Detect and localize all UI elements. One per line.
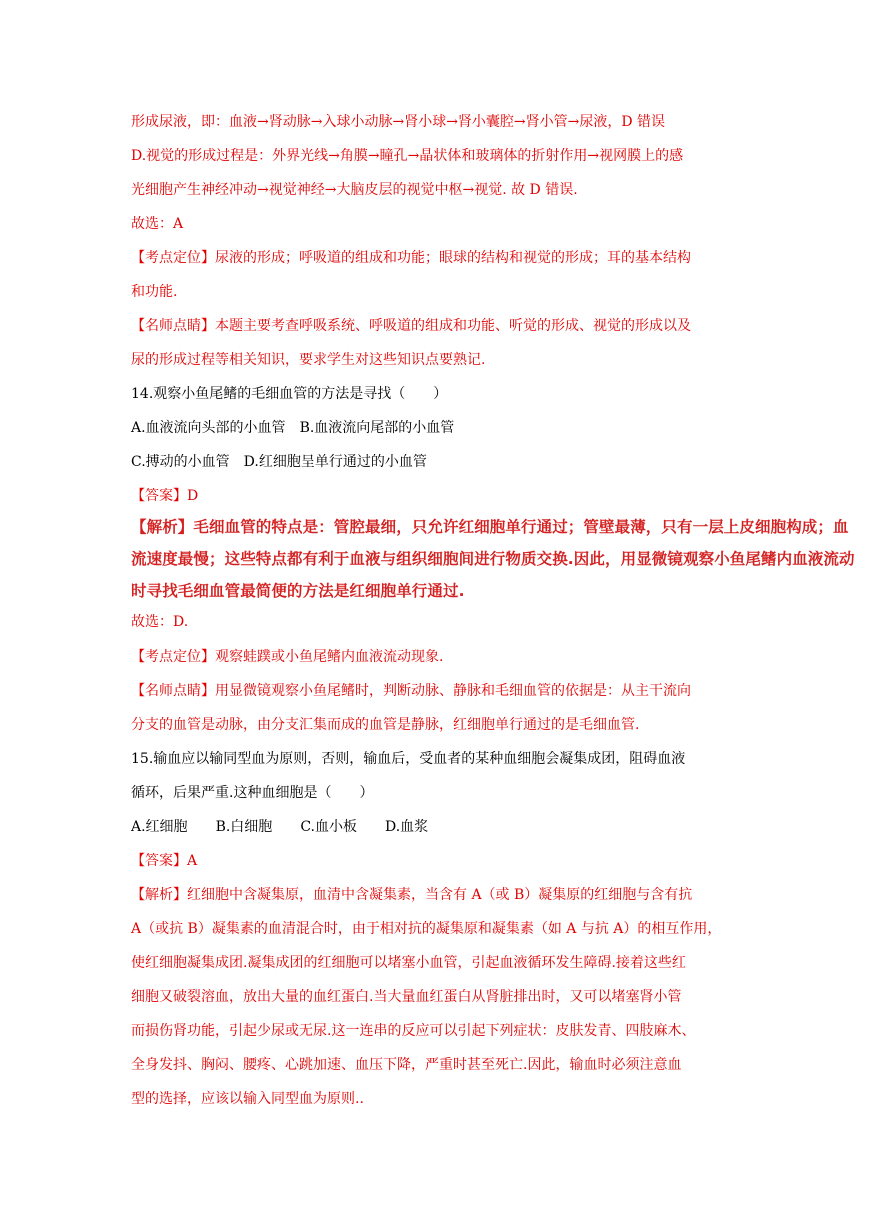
q14-options-row-2 <box>131 452 427 472</box>
q15-option-d: D.血浆 <box>384 819 429 835</box>
kaodian-tag: 【考点定位】 <box>131 649 215 665</box>
prev-mingshi-line-1 <box>131 316 691 336</box>
mingshi-tag: 【名师点睛】 <box>131 683 215 699</box>
q14-option-a: A.血液流向头部的小血管 <box>131 420 286 436</box>
q15-analysis-line-1 <box>131 885 692 905</box>
q15-analysis-line-2: A（或抗 B）凝集素的血清混合时，由于相对抗的凝集原和凝集素（如 A 与抗 A）的相互作用， <box>131 921 722 937</box>
q14-answer <box>131 486 198 506</box>
q15-answer <box>131 851 197 871</box>
mingshi-text: 本题主要考查呼吸系统、呼吸道的组成和功能、听觉的形成、视觉的形成以及 <box>215 318 691 334</box>
mingshi-text: 用显微镜观察小鱼尾鳍时，判断动脉、静脉和毛细血管的依据是：从主干流向 <box>215 683 691 699</box>
q14-choose: 故选：D. <box>131 614 189 630</box>
answer-value: A <box>187 853 198 869</box>
q14-kaodian <box>131 647 443 667</box>
jiexi-text: 毛细血管的特点是：管腔最细，只允许红细胞单行通过；管壁最薄，只有一层上皮细胞构成；血 <box>193 518 849 536</box>
q15-option-b: B.白细胞 <box>215 819 273 835</box>
prev-analysis-line-3: 光细胞产生神经冲动→视觉神经→大脑皮层的视觉中枢→视觉. 故 D 错误. <box>131 182 578 198</box>
q15-analysis-line-6: 全身发抖、胸闷、腰疼、心跳加速、血压下降，严重时甚至死亡.因此，输血时必须注意血 <box>131 1057 682 1073</box>
answer-value: D <box>187 488 199 504</box>
jiexi-tag: 【解析】 <box>131 518 194 536</box>
jiexi-tag: 【解析】 <box>131 887 187 903</box>
q14-analysis-line-3: 时寻找毛细血管最简便的方法是红细胞单行通过. <box>131 582 465 600</box>
kaodian-tag: 【考点定位】 <box>131 250 215 266</box>
kaodian-text: 观察蛙蹼或小鱼尾鳍内血液流动现象. <box>215 649 444 665</box>
prev-choose: 故选：A <box>131 216 184 232</box>
q15-analysis-line-5: 而损伤肾功能，引起少尿或无尿.这一连串的反应可以引起下列症状：皮肤发青、四肢麻木、 <box>131 1023 696 1039</box>
q14-mingshi-line-1 <box>131 681 691 701</box>
prev-analysis-line-1: 形成尿液，即：血液→肾动脉→入球小动脉→肾小球→肾小囊腔→肾小管→尿液，D 错误 <box>131 114 666 130</box>
answer-tag: 【答案】 <box>131 853 187 869</box>
q15-option-a: A.红细胞 <box>131 819 188 835</box>
q14-option-c: C.搏动的小血管 <box>131 454 230 470</box>
q15-options <box>131 817 428 837</box>
q14-options-row-1 <box>131 418 454 438</box>
q14-analysis-line-1 <box>131 517 849 537</box>
q15-option-c: C.血小板 <box>300 819 357 835</box>
prev-kaodian-line-1 <box>131 248 691 268</box>
prev-kaodian-line-2: 和功能. <box>131 284 178 300</box>
q15-analysis-line-4: 细胞又破裂溶血，放出大量的血红蛋白.当大量血红蛋白从肾脏排出时，又可以堵塞肾小管 <box>131 989 682 1005</box>
q15-analysis-line-7: 型的选择，应该以输入同型血为原则.. <box>131 1091 364 1107</box>
kaodian-text: 尿液的形成；呼吸道的组成和功能；眼球的结构和视觉的形成；耳的基本结构 <box>215 250 691 266</box>
q14-option-d: D.红细胞呈单行通过的小血管 <box>243 454 427 470</box>
jiexi-text: 红细胞中含凝集原，血清中含凝集素，当含有 A（或 B）凝集原的红细胞与含有抗 <box>187 887 693 903</box>
q14-option-b: B.血液流向尾部的小血管 <box>299 420 455 436</box>
q14-mingshi-line-2: 分支的血管是动脉，由分支汇集而成的血管是静脉，红细胞单行通过的是毛细血管. <box>131 717 640 733</box>
q15-stem-line-2: 循环，后果严重.这种血细胞是（ ） <box>131 785 374 801</box>
q15-stem-line-1: 15.输血应以输同型血为原则，否则，输血后，受血者的某种血细胞会凝集成团，阻碍血液 <box>131 751 686 767</box>
prev-mingshi-line-2: 尿的形成过程等相关知识，要求学生对这些知识点要熟记. <box>131 352 486 368</box>
q14-analysis-line-2: 流速度最慢；这些特点都有利于血液与组织细胞间进行物质交换.因此，用显微镜观察小鱼尾鳍内血液流动 <box>131 550 855 568</box>
prev-analysis-line-2: D.视觉的形成过程是：外界光线→角膜→瞳孔→晶状体和玻璃体的折射作用→视网膜上的感 <box>131 148 684 164</box>
q14-stem: 14.观察小鱼尾鳍的毛细血管的方法是寻找（ ） <box>131 386 448 402</box>
mingshi-tag: 【名师点睛】 <box>131 318 215 334</box>
q15-analysis-line-3: 使红细胞凝集成团.凝集成团的红细胞可以堵塞小血管，引起血液循环发生障碍.接着这些红 <box>131 955 686 971</box>
answer-tag: 【答案】 <box>131 488 187 504</box>
